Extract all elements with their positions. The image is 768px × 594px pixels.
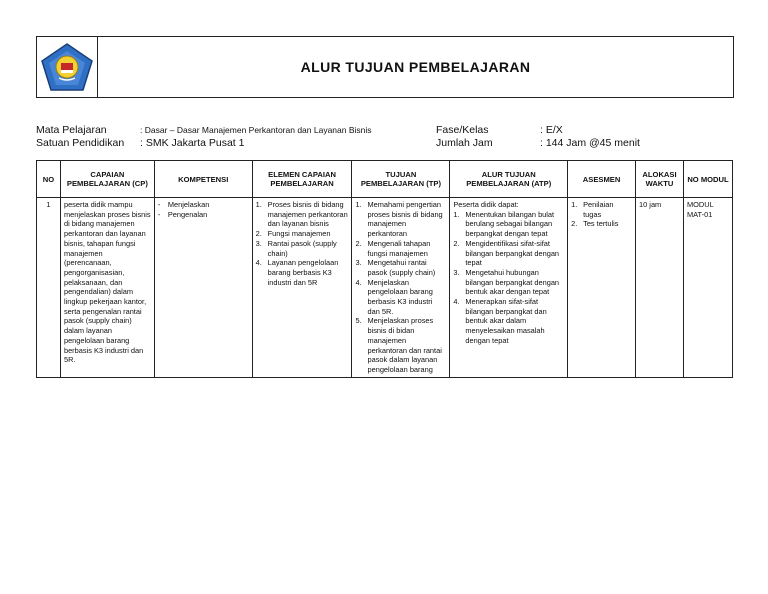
- cell-cp: peserta didik mampu menjelaskan proses bisnis di bidang manajemen perkantoran dan layanan bisnis, tahapan fungsi manajemen (perencanaan, pengorganisasian, pelaksanaan, dan pengendalian) dalam lingkup pekerjaan kantor, serta pengenalan rantai pasok (supply chain) dalam layanan pengelolaan barang berbasis K3 industri dan 5R.: [60, 198, 154, 378]
- list-item-marker: -: [157, 209, 161, 219]
- satuan-pendidikan-label: Satuan Pendidikan: [36, 137, 125, 149]
- list-item-text: Penilaian tugas: [583, 200, 614, 219]
- list-item-text: Memahami pengertian proses bisnis di bidang manajemen perkantoran: [367, 200, 443, 239]
- jumlah-jam-value: : 144 Jam @45 menit: [540, 137, 640, 149]
- list-item: [355, 258, 446, 277]
- cell-modul: MODUL MAT-01: [683, 198, 732, 378]
- list-item: [453, 268, 564, 297]
- cell-asesmen: [568, 198, 636, 378]
- list-item-text: Menentukan bilangan bulat berulang sebagai bilangan berpangkat dengan tepat: [465, 209, 555, 239]
- cell-no: 1: [37, 198, 61, 378]
- list-item-text: Menerapkan sifat-sifat bilangan berpangkat dan bentuk akar dalam menyelesaikan masalah dengan tepat: [465, 297, 547, 345]
- list-item-marker: 1.: [255, 200, 262, 209]
- document-header: [36, 36, 734, 98]
- list-item: [453, 297, 564, 346]
- mata-pelajaran-value: : Dasar – Dasar Manajemen Perkantoran dan Layanan Bisnis: [140, 125, 372, 135]
- list-item-marker: 1.: [355, 200, 362, 209]
- list-item-marker: 4.: [453, 297, 460, 307]
- list-item: [571, 219, 632, 229]
- header-alokasi: ALOKASI WAKTU: [636, 161, 684, 198]
- list-item-marker: 3.: [453, 267, 460, 277]
- list-item-marker: 1.: [571, 200, 578, 209]
- list-item-text: Tes tertulis: [583, 219, 619, 229]
- satuan-pendidikan-value: : SMK Jakarta Pusat 1: [140, 137, 245, 149]
- fase-kelas-value: : E/X: [540, 124, 563, 136]
- list-item-text: Mengetahui hubungan bilangan berpangkat dengan bentuk akar dengan tepat: [465, 267, 560, 297]
- mata-pelajaran-label: Mata Pelajaran: [36, 124, 107, 136]
- list-item-text: Pengenalan: [167, 209, 208, 219]
- header-no: NO: [37, 161, 61, 198]
- header-modul: NO MODUL: [683, 161, 732, 198]
- list-item-text: Layanan pengelolaan barang berbasis K3 industri dan 5R: [267, 258, 339, 287]
- header-asesmen: ASESMEN: [568, 161, 636, 198]
- header-atp: ALUR TUJUAN PEMBELAJARAN (ATP): [450, 161, 568, 198]
- list-item-text: Menjelaskan: [167, 200, 210, 209]
- list-item-marker: 3.: [355, 258, 362, 268]
- list-item: [453, 210, 564, 239]
- school-logo-cell: [37, 37, 98, 97]
- header-tp: TUJUAN PEMBELAJARAN (TP): [352, 161, 450, 198]
- elemen-list: [256, 200, 349, 287]
- table-header-row: [37, 161, 733, 198]
- list-item-text: Mengetahui rantai pasok (supply chain): [367, 258, 436, 277]
- cell-alokasi: 10 jam: [636, 198, 684, 378]
- list-item: [355, 200, 446, 239]
- cell-elemen: [252, 198, 352, 378]
- header-elemen: ELEMEN CAPAIAN PEMBELAJARAN: [252, 161, 352, 198]
- list-item-marker: 2.: [355, 238, 362, 248]
- list-item-marker: 4.: [355, 277, 362, 287]
- list-item-text: Mengidentifikasi sifat-sifat bilangan berpangkat dengan tepat: [465, 238, 560, 268]
- header-cp: CAPAIAN PEMBELAJARAN (CP): [60, 161, 154, 198]
- list-item-marker: 2.: [571, 219, 578, 229]
- asesmen-list: [571, 200, 632, 229]
- list-item: [355, 278, 446, 317]
- list-item-marker: -: [157, 200, 161, 209]
- atp-list: [453, 210, 564, 346]
- list-item: [158, 210, 249, 220]
- meta-left: [36, 124, 372, 150]
- list-item-marker: 2.: [255, 229, 262, 239]
- list-item-text: Rantai pasok (supply chain): [267, 238, 337, 258]
- cell-tp: [352, 198, 450, 378]
- school-logo-icon: [40, 42, 94, 92]
- list-item-marker: 1.: [453, 209, 460, 219]
- atp-table: [36, 160, 733, 378]
- list-item-marker: 4.: [255, 258, 262, 268]
- list-item-marker: 5.: [355, 316, 362, 326]
- list-item-text: Proses bisnis di bidang manajemen perkantoran dan layanan bisnis: [267, 200, 348, 229]
- meta-right: [436, 124, 640, 150]
- tp-list: [355, 200, 446, 375]
- list-item: [355, 239, 446, 258]
- table-row: [37, 198, 733, 378]
- list-item-marker: 3.: [255, 238, 262, 248]
- page-title: ALUR TUJUAN PEMBELAJARAN: [300, 59, 531, 75]
- list-item: [256, 200, 349, 229]
- list-item-text: Mengenali tahapan fungsi manajemen: [367, 238, 431, 258]
- list-item: [571, 200, 632, 219]
- list-item: [355, 316, 446, 374]
- list-item: [256, 229, 349, 239]
- list-item: [158, 200, 249, 210]
- kompetensi-list: [158, 200, 249, 219]
- header-kompetensi: KOMPETENSI: [154, 161, 252, 198]
- atp-intro: Peserta didik dapat:: [453, 200, 519, 209]
- list-item: [256, 239, 349, 258]
- cell-atp: [450, 198, 568, 378]
- fase-kelas-label: Fase/Kelas: [436, 124, 489, 136]
- list-item-text: Menjelaskan proses bisnis di bidan manajemen perkantoran dan rantai pasok dalam layanan pengelolaan barang: [367, 316, 442, 374]
- list-item-text: Fungsi manajemen: [267, 229, 331, 239]
- list-item-marker: 2.: [453, 238, 460, 248]
- jumlah-jam-label: Jumlah Jam: [436, 137, 493, 149]
- list-item: [453, 239, 564, 268]
- list-item-text: Menjelaskan pengelolaan barang berbasis K3 industri dan 5R.: [367, 277, 433, 316]
- cell-kompetensi: [154, 198, 252, 378]
- list-item: [256, 258, 349, 287]
